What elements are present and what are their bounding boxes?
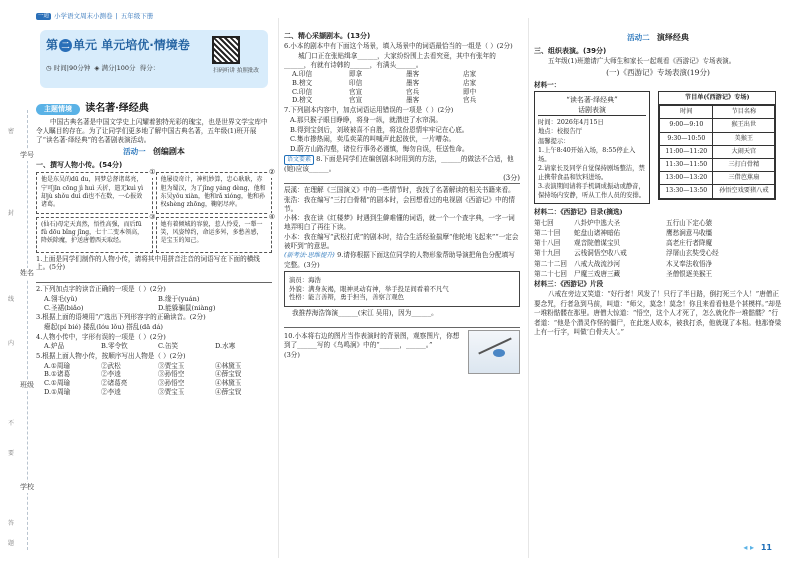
question-2: 2.下列加点字的读音正确的一项是（ ）(2分) (36, 285, 166, 294)
option-part: ③孙悟空 (158, 370, 185, 379)
score-icon: ◈ (94, 64, 100, 72)
question-7: 7.下列剧本内容中，加点词语运用错误的一项是（ ）(2分) (284, 106, 454, 115)
chapter-line-2: 高老庄行者降魔 (666, 239, 713, 248)
table-row (660, 172, 775, 185)
option-part: ②武松 (101, 361, 121, 370)
seal-char: 不 (7, 420, 14, 427)
program-title: 节目单(《西游记》专场) (659, 92, 775, 105)
flyer-title (538, 95, 646, 116)
unit-banner (40, 30, 268, 88)
character-card (36, 168, 156, 214)
table-of-contents (534, 219, 782, 279)
score-label: (3分) (503, 174, 520, 183)
flyer-line: 温馨提示： (538, 137, 570, 145)
card-text: 她有着倾城的容貌，惹人怜爱，一颦一笑，风姿绰约，命运多舛，多愁善感，是宝玉的知己。 (160, 220, 263, 245)
exam-meta (46, 64, 159, 73)
option[interactable]: C.印信 (292, 87, 313, 96)
result-label: 得分： (139, 64, 160, 72)
flyer-line: 2.请家长及同学自觉保持剧场整洁，禁止携带食品和饮料进场。 (538, 164, 645, 182)
cell-program: 三打白骨精 (713, 159, 775, 172)
unit-number: 二 (59, 39, 72, 52)
option[interactable]: B.缘于(yuán) (158, 294, 200, 303)
cell-time: 11:30—11:50 (660, 159, 713, 172)
profile-line: 演员：海浩 (289, 276, 321, 285)
page-header (36, 12, 153, 21)
activity-title: 演绎经典 (656, 33, 689, 42)
options-q6 (292, 70, 520, 105)
option-part: 官兵 (406, 87, 420, 96)
question-6-text: 城门口正在张贴缉拿______，大家纷纷围上去看究竟，其中有张年的______，有就有诗韩的______，有满头______。 (284, 51, 496, 69)
seal-char: 密 (7, 128, 14, 135)
table-row (660, 132, 775, 145)
unit-title-post: 单元 单元培优·情境卷 (73, 38, 190, 52)
intro-paragraph: 中国古典名著是中国文学史上闪耀着独特光彩的瑰宝，也是世界文学宝库中令人瞩目的存在。为了让同学们更多地了解中国古典名著，五年级(1)班开展了“读名著·绎经典”的名著剧表演活动。 (36, 118, 268, 144)
column-right (534, 30, 782, 339)
cell-program: 美猴王 (713, 132, 775, 145)
book-title: 小学语文周末小测卷 (54, 12, 113, 20)
cell-time: 11:00—11:20 (660, 145, 713, 158)
card-number: ① (149, 168, 156, 177)
option-part: ③贾宝玉 (158, 387, 185, 396)
question-9 (284, 251, 520, 269)
material-label: 材料二：《西游记》目录(摘选) (534, 208, 623, 217)
bird-branch-image (468, 330, 520, 374)
option[interactable]: C.圣裙(biǎo) (44, 303, 84, 312)
chapter-line-2: 木叉奉法收悟净 (666, 259, 713, 268)
chapter-line-1: 尸魔三戏唐三藏 (574, 269, 621, 278)
unit-title-pre: 第 (46, 38, 59, 52)
column-header: 节目名称 (713, 106, 775, 119)
character-cards (36, 168, 275, 253)
option[interactable]: C.缶笑 (158, 342, 179, 351)
option-part: 墨客 (406, 96, 420, 105)
option-part: 店家 (463, 70, 477, 79)
option[interactable]: C.集市掺热闹，卖瓜卖菜的叫喊声此起彼伏，一片嘈杂。 (290, 135, 456, 144)
statement: 张浩：我在编写“三打白骨精”的剧本时，会回想看过的电视剧《西游记》中的情节。 (284, 195, 515, 213)
option[interactable]: A.印信 (292, 70, 313, 79)
binding-gutter (0, 0, 36, 566)
column-middle (284, 30, 520, 380)
activity-heading (36, 147, 272, 158)
chapter-number: 第二十七回 (534, 269, 567, 278)
actor-profile-box (284, 271, 520, 306)
option[interactable]: D.水寒 (215, 342, 236, 351)
flyer-line: 1.上午8:40开始入场，8:55停止入场。 (538, 146, 636, 163)
options-q4 (44, 342, 272, 351)
question-9-answer[interactable]: 我推荐海浩饰演______(宋江 吴用)，因为______。 (292, 308, 438, 317)
novel-excerpt: 八戒在旁边又笑道：“好行者！风发了！只行了半日路，倒打死三个人！”唐僧正要念咒，行者急到马前，叫道：“师父，莫念！莫念！你且来看看他是个甚模样。”却是一堆粉骷髅在那里。唐僧大惊道：“悟空，这个人才死了，怎么就化作一堆骷髅？”行者道：“他是个潜灵作怪的僵尸，在此迷人败本，被我打杀，他就现了本相。他那脊梁上有一行字，叫做‘白骨夫人’。” (534, 290, 782, 337)
cell-program: 猴王出世 (713, 119, 775, 132)
program-grid (659, 105, 775, 198)
chapter-number: 第十八回 (534, 239, 561, 248)
seal-char: 线 (7, 296, 14, 303)
option-part: ③贾宝玉 (158, 361, 185, 370)
cell-program: 大闹天宫 (713, 145, 775, 158)
cell-time: 9:00—9:10 (660, 119, 713, 132)
option-part: ②诸葛亮 (101, 379, 128, 388)
table-row (660, 159, 775, 172)
seal-char: 题 (7, 540, 14, 547)
table-row (660, 185, 775, 198)
option[interactable]: C.①周瑜 (44, 379, 71, 388)
card-number: ③ (149, 212, 156, 221)
seal-char: 答 (7, 520, 14, 527)
toc-row (534, 270, 782, 279)
chapter-line-2: 鹰愁涧意马收缰 (666, 228, 713, 237)
question-8-text: 8.下面是同学们在编创剧本时用到的方法，______的做法不合适，他(她)应该______。 (284, 154, 514, 173)
chapter-number: 第十九回 (534, 249, 561, 258)
question-3: 3.根据上面的语境用“/”选出下列形容字的正确读音。(2分) (36, 313, 206, 322)
statement: 小林：我在读《红楼梦》时遇到生僻难懂的词语，就一个一个查字典，一字一词地弄明白了再往下读。 (284, 214, 515, 232)
toc-row (534, 229, 782, 238)
question-5: 5.根据上面人物小传，按顺序写出人物是（ ）(2分) (36, 352, 186, 361)
profile-line: 性格：能言善辩，勇于担当，善察言观色 (289, 293, 405, 302)
options-q5 (44, 362, 272, 397)
cell-program: 三借芭蕉扇 (713, 172, 775, 185)
bird-shape (493, 349, 505, 357)
activity-title: 创编剧本 (152, 147, 185, 157)
event-flyer (534, 91, 650, 204)
option[interactable]: D.①周瑜 (44, 387, 71, 396)
character-card (156, 212, 275, 253)
option[interactable]: B.得到宝剑后，刘玻被喜不自胜，将这份恩情牢牢记在心底。 (290, 125, 469, 134)
thinking-badge: (新考法·思维提升) (284, 252, 335, 260)
option[interactable]: B.零令钦 (101, 342, 128, 351)
column-divider (278, 18, 279, 558)
option[interactable]: A.炉品 (44, 342, 65, 351)
materials-row (534, 91, 782, 204)
chapter-line-2: 五行山下定心猿 (666, 218, 713, 227)
flyer-subtitle: 话剧表演 (578, 106, 606, 115)
option-part: 官宣 (349, 96, 363, 105)
card-text: (仙石)母定天真然，悟性高强，而后fū fǔ dōu bǐng jīng，七十二变本领高，降妖除魔，护送唐僧西天取经。 (41, 220, 144, 245)
material-label: 材料三：《西游记》片段 (534, 280, 604, 289)
chapter-number: 第二十回 (534, 228, 561, 237)
option-part: 即拿 (349, 70, 363, 79)
activity-tag: 活动一 (123, 147, 146, 157)
chapter-line-1: 观音院僧谋宝贝 (574, 239, 621, 248)
toc-row (534, 260, 782, 269)
option[interactable]: D.能躲骗鼠(niàng) (158, 303, 216, 312)
toc-row (534, 249, 782, 258)
column-divider (528, 18, 529, 558)
flyer-title-line: “读名著·绎经典” (566, 96, 618, 105)
gutter-label-name: 姓名 (20, 268, 34, 279)
options-q2 (44, 295, 272, 312)
option[interactable]: A.翎毛(yǔ) (44, 294, 78, 303)
subsection-title: (一)《西游记》专场表演(19分) (606, 68, 710, 78)
cell-time: 13:30—13:50 (660, 185, 713, 198)
card-number: ④ (268, 212, 275, 221)
full-score: 满分|100分 (101, 64, 136, 72)
chapter-number: 第七回 (534, 218, 554, 227)
section-intro: 五年级(1)班邀请广大师生和家长一起观看《西游记》专场表演。 (548, 56, 736, 65)
option-part: ③孙悟空 (158, 379, 185, 388)
option[interactable]: A.①周瑜 (44, 361, 70, 370)
answer-line[interactable] (284, 319, 520, 328)
table-row (660, 119, 775, 132)
time-limit: 时间|90分钟 (53, 64, 91, 72)
seal-char: 内 (7, 340, 14, 347)
question-3-text: 瘪起(pí bié) 搂乱(lóu lǒu) 搭乱(dā dá) (44, 322, 163, 331)
option[interactable]: B.①诸葛 (44, 370, 71, 379)
option-part: 店家 (463, 79, 477, 88)
theme-title: 读名著·绎经典 (85, 103, 149, 114)
header-separator: | (115, 12, 118, 20)
column-header: 时间 (660, 106, 713, 119)
grade-label: 五年级下册 (120, 12, 154, 20)
card-text: 他屡设奇计，神机妙算，忠心耿耿，赤胆为蜀汉，为了jǐng yáng dèng，他和东吴yǒu xiàn，他和rǎ xióng，他和孙权shèng zhōng，鞠躬尽瘁。 (160, 176, 266, 209)
option[interactable]: D.榜文 (292, 96, 313, 105)
gutter-label-school: 学校 (20, 482, 34, 493)
question-6: 6.小本的剧本中有下面这个场景，填入场景中的词语最恰当的一组是（ ）(2分) (284, 42, 513, 51)
qr-code-icon[interactable] (212, 36, 240, 64)
option-part: 官宣 (349, 87, 363, 96)
profile-line: 外貌：满身灰褐，眼神灵动有神，举手投足间看着不凡气 (289, 284, 449, 293)
activity-heading (534, 33, 782, 44)
cell-program: 孙悟空戏要猪八戒 (713, 185, 775, 198)
option-part: ④林黛玉 (215, 361, 242, 370)
option-part: ④林黛玉 (215, 379, 242, 388)
question-1: 1.上面是同学们制作的人物小传，请将其中用拼音注音的词语写在下面的横线上。(5分) (36, 254, 260, 272)
seal-char: 封 (7, 210, 14, 217)
qr-caption: 扫码听讲 拍照批改 (213, 68, 259, 74)
toc-row (534, 239, 782, 248)
statement: 小本：我在编写“武松打虎”的剧本时，结合生活经验揣摩“他轮地飞起来”“一定会被吓到”的意思。 (284, 232, 519, 250)
section-heading: 二、精心采撷剧本。(13分) (284, 32, 371, 40)
chapter-line-2: 圣僧恨逐美猴王 (666, 269, 713, 278)
question-9-text: 9.请你根据下面这位同学的人物形象帮助导演把角色分配填写完整。(3分) (284, 251, 515, 269)
question-10: 10.小本将右边的图片当作表演时的背景图，观察图片，你想到了______写的《鸟鸣涧》中的“______，______。” (284, 332, 460, 349)
card-number: ② (268, 168, 275, 177)
score-label: (3分) (284, 350, 300, 359)
question-10-block (284, 332, 520, 380)
section-heading (36, 102, 272, 115)
literacy-badge: 语文要素 (284, 155, 314, 165)
question-4: 4.人物小传中，字形有误的一项是（ ）(2分) (36, 332, 166, 341)
option[interactable]: D.蔚方山路沟壑，诸位行事务必谨慎，悔勿自误，枉送性命。 (290, 144, 469, 153)
question-heading: 一、撰写人物小传。(54分) (36, 160, 123, 169)
option-part: 印信 (349, 79, 363, 88)
section-heading: 三、组织表演。(39分) (534, 46, 607, 55)
chapter-line-1: 八戒大战流沙河 (574, 259, 621, 268)
option-part: 墨客 (406, 79, 420, 88)
chapter-number: 第二十二回 (534, 259, 567, 268)
flyer-line: 时间：2026年4月15日 (538, 119, 604, 127)
chapter-line-1: 云栈洞悟空收八戒 (574, 249, 627, 258)
answer-line[interactable] (36, 274, 272, 283)
statement: 辰溪：在理解《三国演义》中的一些情节时，我找了名著解读的相关书籍来看。 (284, 186, 515, 195)
flyer-line: 3.表演期间请将手机调成振动或静音，保持场内安静，听从工作人员的安排。 (538, 183, 646, 200)
option[interactable]: A.那只猴子眼目睁睁，将身一纵，就潜进了水帘洞。 (290, 115, 442, 124)
option-part: 墨客 (406, 70, 420, 79)
seal-char: 要 (7, 450, 14, 457)
option-part: 官兵 (463, 96, 477, 105)
question-8 (284, 155, 520, 174)
unit-title (46, 38, 190, 54)
chapter-line-1: 八卦炉中逃大圣 (574, 218, 621, 227)
column-left (36, 100, 275, 398)
option-part: ②李逵 (101, 370, 121, 379)
publisher-logo: 一通 (38, 12, 50, 19)
chapter-line-1: 蛇盘山诸神暗佑 (574, 228, 621, 237)
theme-tag: 主题情境 (36, 104, 80, 115)
table-row (660, 145, 775, 158)
page-number: 11 (760, 543, 772, 553)
flyer-line: 地点：校报告厅 (538, 128, 583, 136)
program-table (658, 91, 776, 200)
toc-row (534, 219, 782, 228)
option-part: ④薛宝钗 (215, 387, 242, 396)
option-part: 即中 (463, 87, 477, 96)
cell-time: 9:30—10:50 (660, 132, 713, 145)
answer-line[interactable] (284, 175, 520, 184)
character-card (156, 168, 275, 214)
activity-tag: 活动二 (627, 33, 650, 42)
page-arrows-icon[interactable]: ◂ ▸ (743, 543, 754, 553)
cell-time: 13:00—13:20 (660, 172, 713, 185)
card-text: 他是东吴的dū du，同梦总督诸葛亮，宁可jīn cōnɡ jì huì 夭折，遣无kuì yì却jù shǒu duì dì也不在数，一心报效诸葛。 (41, 176, 144, 209)
chapter-line-2: 浮屠山玄奘受心经 (666, 249, 719, 258)
gutter-label-id: 学号 (20, 150, 34, 161)
material-label: 材料一： (534, 81, 561, 90)
character-card (36, 212, 156, 253)
option[interactable]: B.榜文 (292, 79, 313, 88)
clock-icon: ◷ (46, 64, 52, 72)
option-part: ④薛宝钗 (215, 370, 242, 379)
gutter-label-class: 班级 (20, 380, 34, 391)
table-header-row (660, 106, 775, 119)
option-part: ②李逵 (101, 387, 121, 396)
